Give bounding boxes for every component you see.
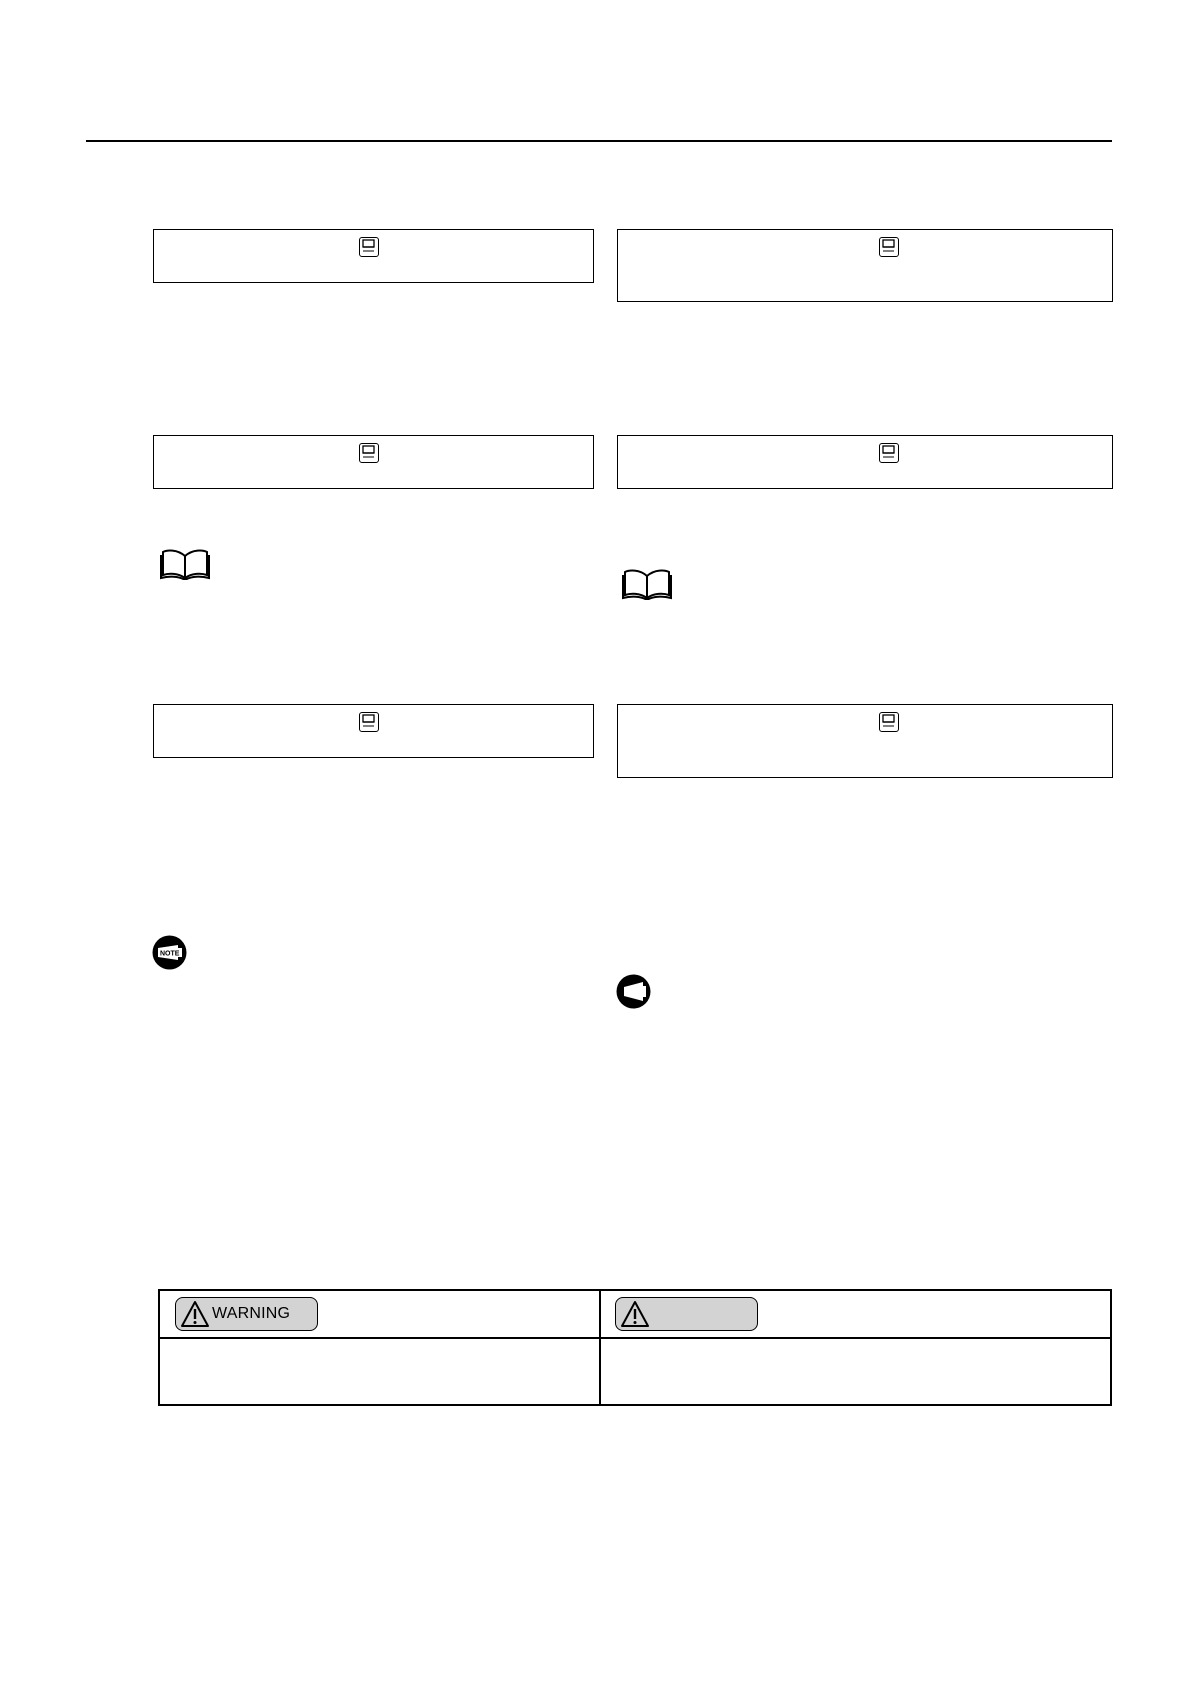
book-reference-icon [159,546,211,580]
warning-label: WARNING [212,1305,291,1322]
screen-box-right-2 [617,435,1113,489]
table-divider-horizontal [160,1337,1110,1339]
screen-box-right-3 [617,704,1113,778]
table-divider-vertical [599,1291,601,1404]
book-reference-icon [621,566,673,600]
warning-triangle-icon [180,1300,210,1328]
warning-caution-table [158,1289,1112,1406]
screen-box-right-1 [617,229,1113,302]
note-icon [152,935,187,970]
svg-text:NOTE: NOTE [160,950,180,958]
offset-key-icon [359,443,379,463]
important-icon [616,974,651,1009]
screen-box-left-1 [153,229,594,283]
offset-key-icon [359,237,379,257]
header-rule [86,140,1112,142]
offset-key-icon [879,237,899,257]
screen-box-left-2 [153,435,594,489]
warning-badge [175,1297,318,1331]
caution-badge [615,1297,758,1331]
screen-box-left-3 [153,704,594,758]
offset-key-icon [879,712,899,732]
offset-key-icon [879,443,899,463]
offset-key-icon [359,712,379,732]
caution-triangle-icon [620,1300,650,1328]
